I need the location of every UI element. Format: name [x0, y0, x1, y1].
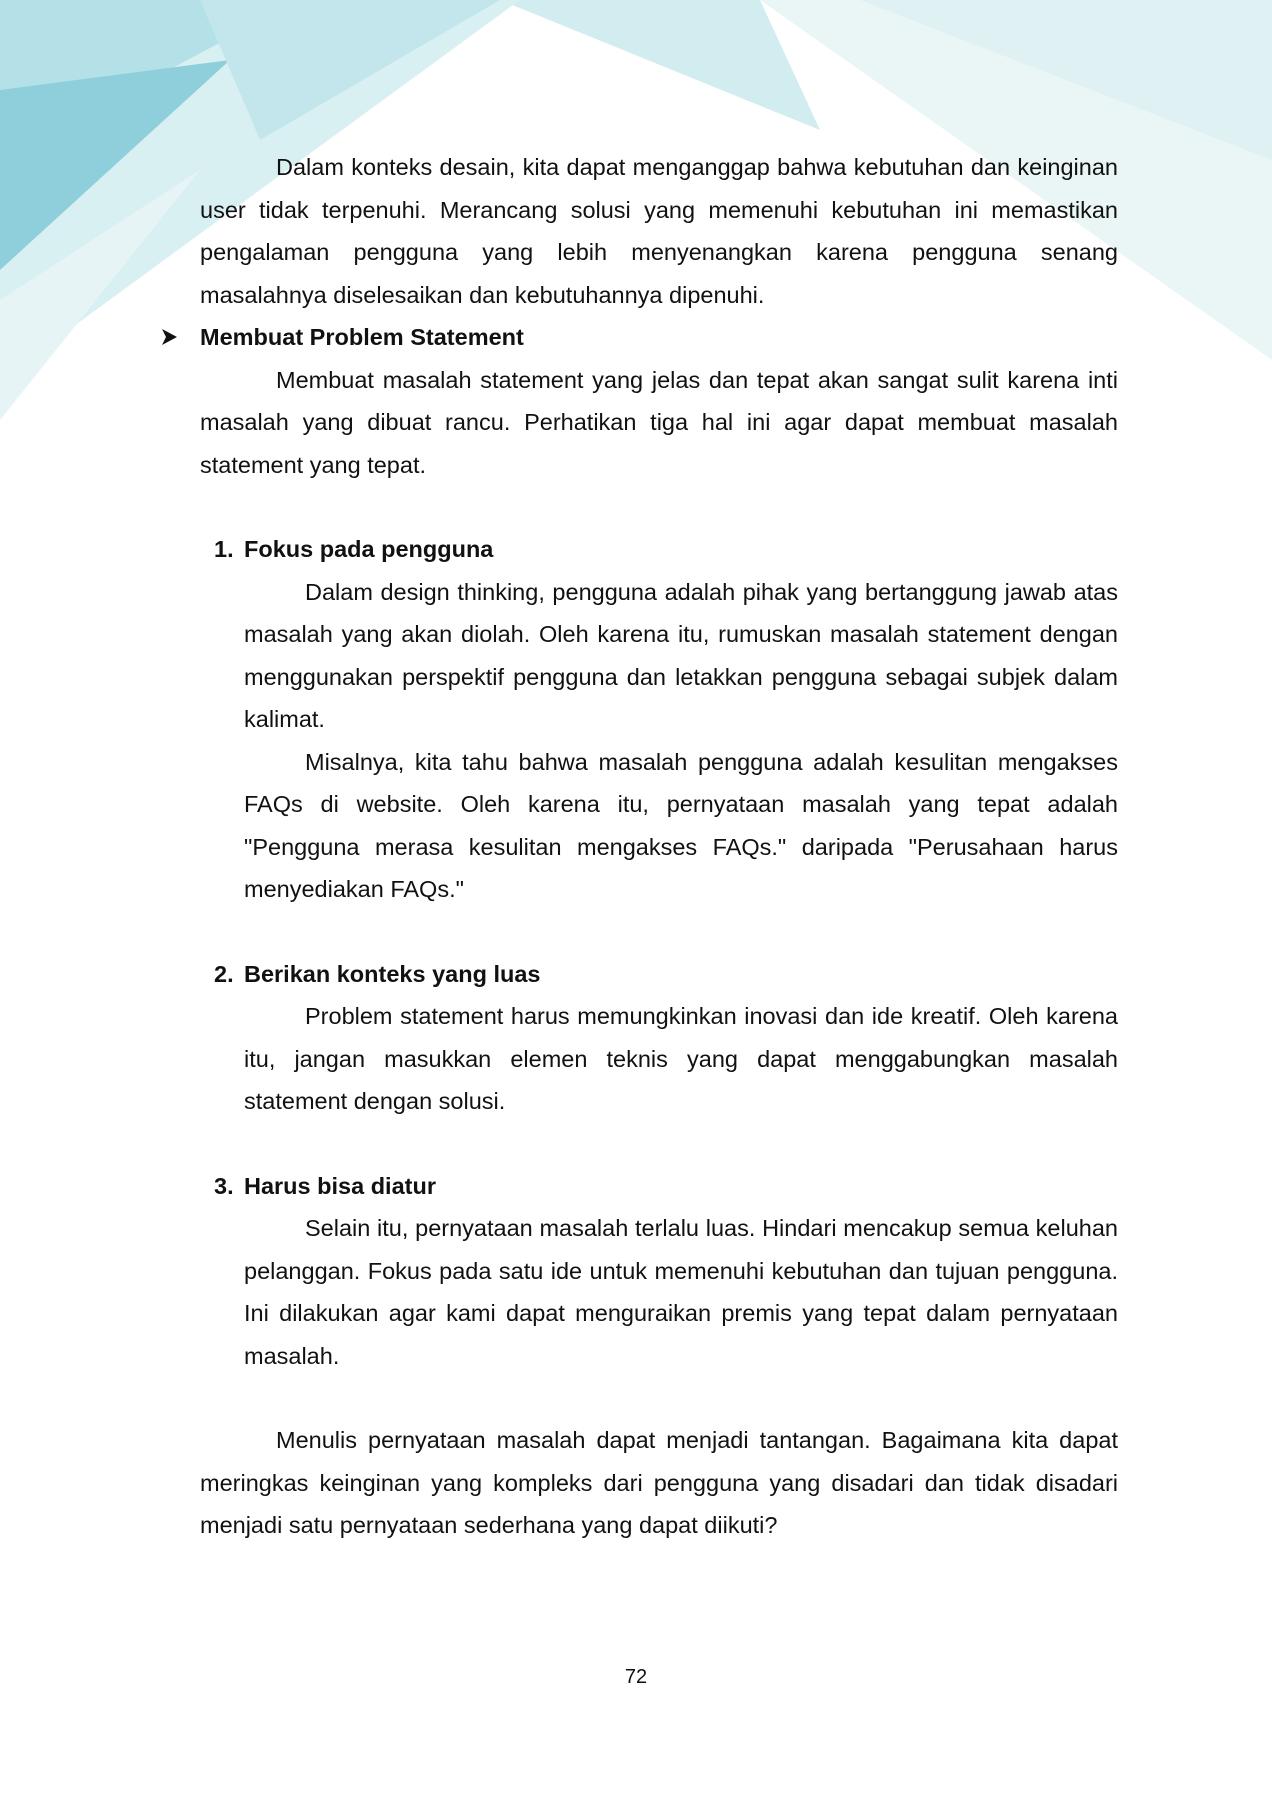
section-heading [200, 316, 1118, 359]
page-number: 72 [624, 1666, 648, 1688]
list-item-heading [214, 528, 1118, 571]
intro-paragraph: Dalam konteks desain, kita dapat menganggap bahwa kebutuhan dan keinginan user tidak terpenuhi. Merancang solusi yang memenuhi kebutuhan ini memastikan pengalaman pengguna yang lebih menyenangkan karena pengguna senang masalahnya diselesaikan dan kebutuhannya dipenuhi. [200, 154, 1118, 308]
list-item-paragraph: Misalnya, kita tahu bahwa masalah pengguna adalah kesulitan mengakses FAQs di website. Oleh karena itu, pernyataan masalah yang tepat adalah "Pengguna merasa kesulitan mengakses FAQs." daripada "Perusahaan harus menyediakan FAQs." [244, 748, 1118, 902]
list-item-title: Berikan konteks yang luas [244, 960, 541, 987]
spacer [200, 1123, 1118, 1165]
section-intro: Membuat masalah statement yang jelas dan tepat akan sangat sulit karena inti masalah yang dibuat rancu. Perhatikan tiga hal ini agar dapat membuat masalah statement yang tepat. [200, 366, 1118, 478]
spacer [200, 486, 1118, 528]
bg-shape-3 [500, 0, 820, 130]
list-item-title: Harus bisa diatur [244, 1172, 436, 1199]
list-item-heading [214, 953, 1118, 996]
section-heading-text: Membuat Problem Statement [200, 324, 524, 350]
list-item-number: 2. [214, 960, 234, 987]
spacer [200, 1377, 1118, 1419]
list-item-paragraph: Dalam design thinking, pengguna adalah pihak yang bertanggung jawab atas masalah yang akan diolah. Oleh karena itu, rumuskan masalah statement dengan menggunakan perspektif pengguna dan letakkan pengguna sebagai subjek dalam kalimat. [244, 578, 1118, 732]
list-item-paragraph: Selain itu, pernyataan masalah terlalu luas. Hindari mencakup semua keluhan pelanggan. Fokus pada satu ide untuk memenuhi kebutuhan dan tujuan pengguna. Ini dilakukan agar kami dapat menguraikan premis yang tepat dalam pernyataan masalah. [244, 1215, 1118, 1369]
list-item [214, 953, 1118, 1123]
closing-paragraph: Menulis pernyataan masalah dapat menjadi tantangan. Bagaimana kita dapat meringkas keinginan yang kompleks dari pengguna yang disadari dan tidak disadari menjadi satu pernyataan sederhana yang dapat diikuti? [200, 1427, 1118, 1538]
arrow-bullet-icon [160, 316, 180, 358]
list-item-number: 1. [214, 536, 234, 562]
list-item-number: 3. [214, 1172, 234, 1199]
list-item [214, 528, 1118, 911]
document-body [200, 146, 1118, 1547]
list-item-heading [214, 1165, 1118, 1208]
spacer [200, 911, 1118, 953]
list-item-title: Fokus pada pengguna [244, 536, 494, 562]
list-item-paragraph: Problem statement harus memungkinkan inovasi dan ide kreatif. Oleh karena itu, jangan masukkan elemen teknis yang dapat menggabungkan masalah statement dengan solusi. [244, 1003, 1118, 1114]
list-item [214, 1165, 1118, 1378]
